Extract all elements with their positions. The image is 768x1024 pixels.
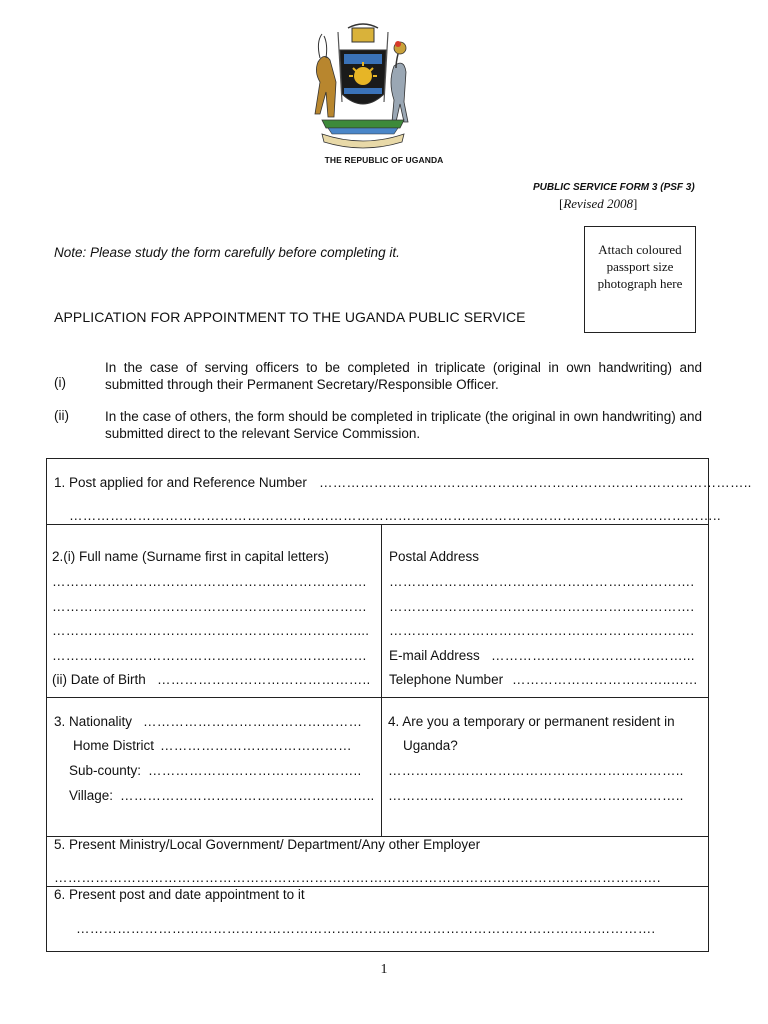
republic-heading: THE REPUBLIC OF UGANDA — [324, 155, 444, 165]
q1-answer-line-2[interactable]: …………………………………………………………………………………………………………………………….. — [69, 508, 721, 523]
revised-close-bracket: ] — [633, 196, 638, 211]
q1-answer-line[interactable]: ………………………………………………………………………………….. — [319, 475, 752, 490]
row-divider — [47, 697, 708, 698]
page-number: 1 — [380, 962, 388, 977]
village-label: Village: — [69, 788, 114, 803]
fullname-line[interactable]: …………………………………………………………… — [52, 648, 368, 663]
coat-of-arms-emblem — [308, 22, 418, 150]
postal-address-line[interactable]: …………………………………………………………. — [389, 599, 695, 614]
instruction-1-text: In the case of serving officers to be completed in triplicate (original in own handwriting) and submitted through their Permanent Secretary/Responsible Officer. — [105, 360, 702, 392]
instruction-2-text: In the case of others, the form should be completed in triplicate (the original in own handwriting) and submitted direct to the relevant Service Commission. — [105, 409, 702, 441]
residency-line[interactable]: ……………………………………………………….. — [388, 788, 684, 803]
q5-label: 5. Present Ministry/Local Government/ Department/Any other Employer — [54, 837, 481, 852]
subcounty-line[interactable]: ……………………………………….. — [148, 763, 362, 778]
village-line[interactable]: ……………………………………………….. — [120, 788, 375, 803]
passport-photo-box[interactable] — [584, 226, 696, 333]
q2-fullname-label: 2.(i) Full name (Surname first in capital letters) — [52, 549, 329, 564]
q1-label: 1. Post applied for and Reference Number — [54, 475, 307, 490]
fullname-line[interactable]: …………………………………………………………… — [52, 574, 368, 589]
subcounty-label: Sub-county: — [69, 763, 142, 778]
revised-date — [559, 196, 637, 212]
fullname-line[interactable]: ………………………………………………………….... — [52, 623, 370, 638]
instruction-1-number: (i) — [54, 375, 66, 390]
row-divider — [47, 524, 708, 525]
postal-address-line[interactable]: …………………………………………………………. — [389, 623, 695, 638]
postal-address-line[interactable]: …………………………………………………………. — [389, 574, 695, 589]
revised-text: Revised 2008 — [563, 196, 634, 211]
q4-label-line-2: Uganda? — [403, 738, 458, 753]
column-divider — [381, 524, 382, 836]
instruction-2-number: (ii) — [54, 408, 69, 423]
residency-line[interactable]: ……………………………………………………….. — [388, 763, 684, 778]
q6-label: 6. Present post and date appointment to it — [54, 887, 305, 902]
note-text: Note: Please study the form carefully before completing it. — [54, 245, 400, 260]
email-label: E-mail Address — [389, 648, 480, 663]
photo-box-line-1: Attach coloured — [598, 242, 682, 257]
home-district-label: Home District — [73, 738, 155, 753]
fullname-line[interactable]: …………………………………………………………… — [52, 599, 368, 614]
employer-line[interactable]: ……………………………………………………………………………………………………………………. — [54, 870, 661, 885]
application-form-table — [46, 458, 752, 952]
nationality-line[interactable]: ………………………………………… — [143, 714, 363, 729]
q4-label-line-1: 4. Are you a temporary or permanent resident in — [388, 714, 675, 729]
telephone-line[interactable]: ……………………………..…… — [512, 672, 699, 687]
photo-box-line-2: passport size — [606, 259, 674, 274]
telephone-label: Telephone Number — [389, 672, 504, 687]
photo-box-line-3: photograph here — [597, 276, 683, 291]
form-code: PUBLIC SERVICE FORM 3 (PSF 3) — [533, 182, 695, 193]
q2-dob-label: (ii) Date of Birth — [52, 672, 146, 687]
home-district-line[interactable]: …………………………………… — [160, 738, 352, 753]
postal-address-label: Postal Address — [389, 549, 480, 564]
q3-nationality-label: 3. Nationality — [54, 714, 133, 729]
form-title: APPLICATION FOR APPOINTMENT TO THE UGANDA PUBLIC SERVICE — [54, 309, 526, 325]
email-line[interactable]: ……………………………………... — [491, 648, 695, 663]
dob-line[interactable]: ……………………………………….. — [157, 672, 371, 687]
present-post-line[interactable]: ………………………………………………………………………………………………………………. — [76, 921, 656, 936]
revised-open-bracket: [ — [559, 196, 564, 211]
